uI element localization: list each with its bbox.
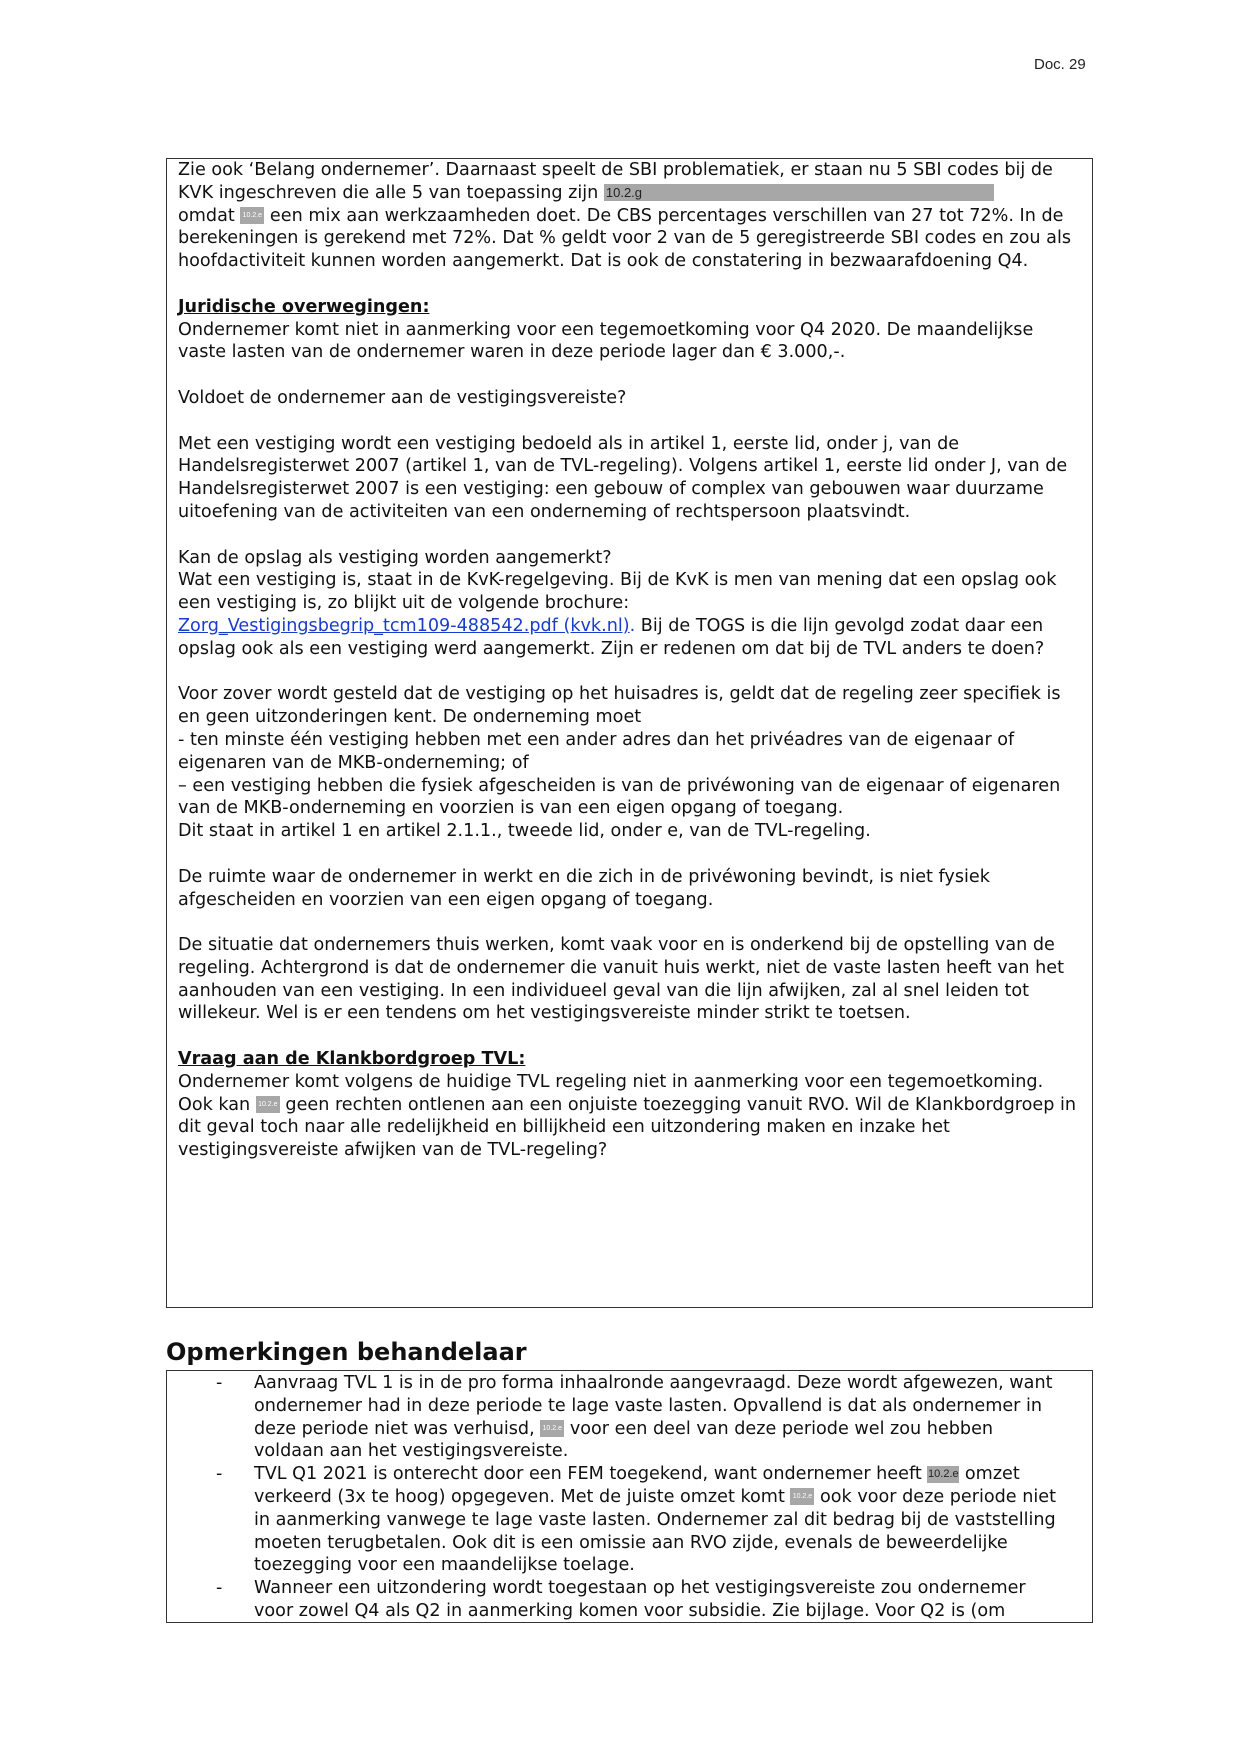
list-item: - Wanneer een uitzondering wordt toegestaan op het vestigingsvereiste zou ondernemer voor zowel Q4 als Q2 in aanmerking komen voor subsidie. Zie bijlage. Voor Q2 is (om (216, 1578, 1026, 1621)
paragraph-ruimte: De ruimte waar de ondernemer in werkt en die zich in de privéwoning bevindt, is niet fysiek afgescheiden en voorzien van een eigen opgang of toegang. (178, 866, 990, 910)
juridische-heading: Juridische overwegingen: (178, 296, 430, 317)
condition-item-2: – een vestiging hebben die fysiek afgescheiden is van de privéwoning van de eigenaar of eigenaren van de MKB-onderneming en voorzien is van een eigen opgang of toegang. (178, 775, 1061, 819)
paragraph-definition: Met een vestiging wordt een vestiging bedoeld als in artikel 1, eerste lid, onder j, van de Handelsregisterwet 2007 (artikel 1, van de TVL-regeling). Volgens artikel 1, eerste lid onder J, van de Handelsregisterwet 2007 is een vestiging: een gebouw of complex van gebouwen waar duurzame uitoefening van de activiteiten van een onderneming of rechtspersoon plaatsvindt. (178, 433, 1068, 522)
opmerkingen-box (166, 1370, 1093, 1623)
paragraph-kvk: Wat een vestiging is, staat in de KvK-regelgeving. Bij de KvK is men van mening dat een opslag ook een vestiging is, zo blijkt uit de volgende brochure: (178, 570, 1057, 614)
paragraph-link: Zorg_Vestigingsbegrip_tcm109-488542.pdf (kvk.nl). Bij de TOGS is die lijn gevolgd zodat daar een opslag ook als een vestiging werd aangemerkt. Zijn er redenen om dat bij de TVL anders te doen? (178, 615, 1045, 659)
intro-paragraph: Zie ook ‘Belang ondernemer’. Daarnaast speelt de SBI problematiek, er staan nu 5 SBI codes bij de KVK ingeschreven die alle 5 van toepassing zijn 10.2.g omdat 10.2.e een mix aan werkzaamheden doet. De CBS percentages verschillen van 27 tot 72%. In de berekeningen is gerekend met 72%. Dat % geldt voor 2 van de 5 geregistreerde SBI codes en zou als hoofdactiviteit kunnen worden aangemerkt. Dat is ook de constatering in bezwaarafdoening Q4. (178, 160, 1071, 272)
paragraph-vaste-lasten: Ondernemer komt niet in aanmerking voor een tegemoetkoming voor Q4 2020. De maandelijkse vaste lasten van de ondernemer waren in deze periode lager dan € 3.000,-. (178, 319, 1034, 363)
paragraph-thuiswerken: De situatie dat ondernemers thuis werken, komt vaak voor en is onderkend bij de opstelling van de regeling. Achtergrond is dat de ondernemer die vanuit huis werkt, niet de vaste lasten heeft van het aanhouden van een vestiging. In een individueel geval van die lijn afwijken, zal al snel leiden tot willekeur. Wel is er een tendens om het vestigingsvereiste minder strikt te toetsen. (178, 935, 1065, 1024)
condition-item-1: - ten minste één vestiging hebben met een ander adres dan het privéadres van de eigenaar of eigenaren van de MKB-onderneming; of (178, 729, 1015, 773)
redaction-mark: 10.2.g (604, 184, 994, 201)
list-item: - TVL Q1 2021 is onterecht door een FEM toegekend, want ondernemer heeft 10.2.e omzet verkeerd (3x te hoog) opgegeven. Met de juiste omzet komt 10.2.e ook voor deze periode niet in aanmerking vanwege te lage vaste lasten. Ondernemer zal dit bedrag bij de vaststelling moeten terugbetalen. Ook dit is een omissie aan RVO zijde, evenals de beweerdelijke toezegging voor een maandelijkse toelage. (216, 1464, 1056, 1576)
opmerkingen-title: Opmerkingen behandelaar (166, 1338, 527, 1366)
kvk-brochure-link[interactable]: Zorg_Vestigingsbegrip_tcm109-488542.pdf (kvk.nl) (178, 615, 630, 636)
redaction-mark: 10.2.e (540, 1420, 564, 1437)
redaction-mark: 10.2.e (240, 207, 264, 224)
redaction-mark: 10.2.e (927, 1466, 959, 1483)
document-number: Doc. 29 (1034, 56, 1086, 73)
paragraph-artikel: Dit staat in artikel 1 en artikel 2.1.1., tweede lid, onder e, van de TVL-regeling. (178, 821, 871, 842)
paragraph-opslag-question: Kan de opslag als vestiging worden aangemerkt? (178, 547, 612, 568)
redaction-mark: 10.2.e (790, 1488, 814, 1505)
paragraph-vraag: Ondernemer komt volgens de huidige TVL regeling niet in aanmerking voor een tegemoetkoming. Ook kan 10.2.e geen rechten ontlenen aan een onjuiste toezegging vanuit RVO. Wil de Klankbordgroep in dit geval toch naar alle redelijkheid en billijkheid een uitzondering maken en inzake het vestigingsvereiste afwijken van de TVL-regeling? (178, 1071, 1076, 1161)
list-item: - Aanvraag TVL 1 is in de pro forma inhaalronde aangevraagd. Deze wordt afgewezen, want ondernemer had in deze periode te lage vaste lasten. Opvallend is dat als ondernemer in deze periode niet was verhuisd, 10.2.e voor een deel van deze periode wel zou hebben voldaan aan het vestigingsvereiste. (216, 1373, 1053, 1462)
paragraph-huisadres: Voor zover wordt gesteld dat de vestiging op het huisadres is, geldt dat de regeling zeer specifiek is en geen uitzonderingen kent. De onderneming moet (178, 684, 1061, 728)
redaction-mark: 10.2.e (256, 1096, 280, 1113)
case-text-box (166, 158, 1093, 1308)
paragraph-question-vestiging: Voldoet de ondernemer aan de vestigingsvereiste? (178, 387, 627, 408)
vraag-heading: Vraag aan de Klankbordgroep TVL: (178, 1049, 526, 1070)
